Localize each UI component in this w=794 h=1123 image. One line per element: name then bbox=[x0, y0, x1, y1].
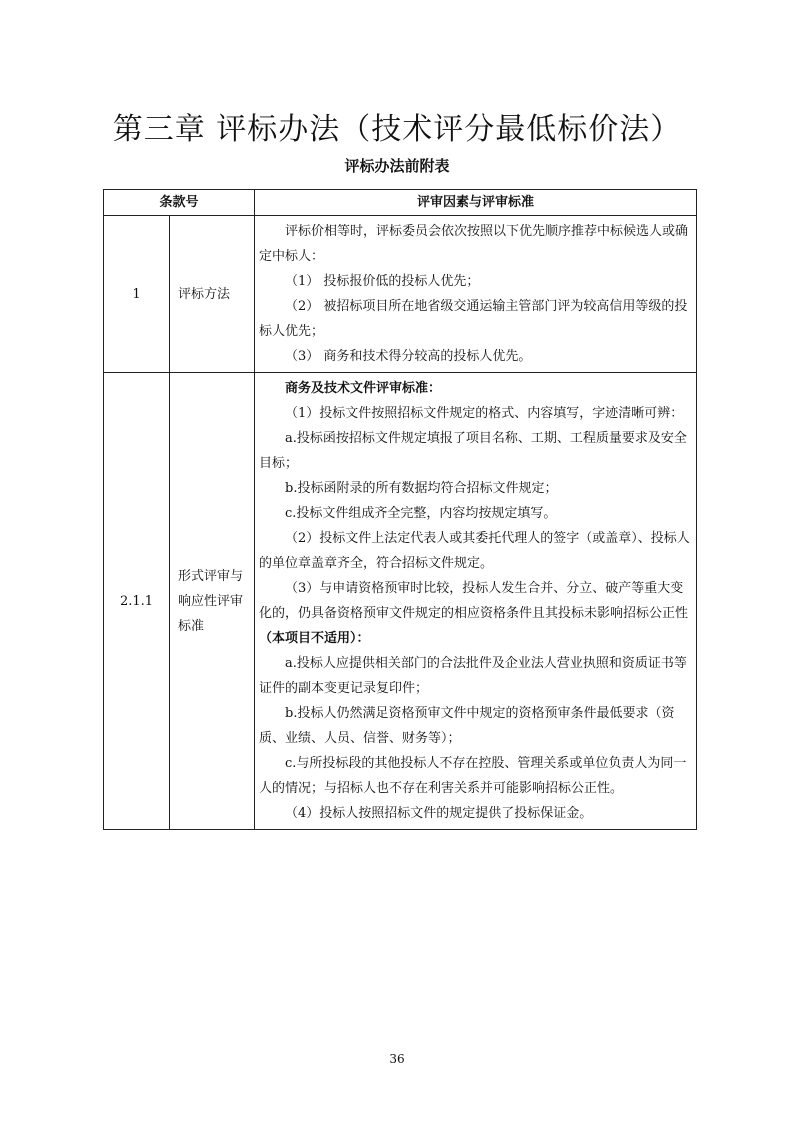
clause-content bbox=[255, 373, 697, 830]
content-line: 评标价相等时，评标委员会依次按照以下优先顺序推荐中标候选人或确定中标人： bbox=[259, 224, 689, 264]
evaluation-table bbox=[103, 189, 697, 830]
chapter-title: 第三章 评标办法（技术评分最低标价法） bbox=[112, 112, 682, 147]
content-line: （1） 投标报价低的投标人优先； bbox=[285, 274, 480, 289]
table-caption: 评标办法前附表 bbox=[344, 157, 450, 175]
header-content: 评审因素与评审标准 bbox=[255, 190, 697, 216]
content-line: （2） 被招标项目所在地省级交通运输主管部门评为较高信用等级的投标人优先； bbox=[259, 299, 688, 339]
content-line bbox=[259, 576, 692, 651]
content-line: a.投标函按招标文件规定填报了项目名称、工期、工程质量要求及安全目标； bbox=[259, 431, 687, 471]
content-text: （3）与申请资格预审时比较，投标人发生合并、分立、破产等重大变化的，仍具备资格预审文件规定的相应资格条件且其投标未影响招标公正性 bbox=[259, 581, 689, 621]
clause-content bbox=[255, 216, 697, 373]
content-note: （本项目不适用）： bbox=[259, 631, 370, 646]
content-line: （2）投标文件上法定代表人或其委托代理人的签字（或盖章）、投标人的单位章盖章齐全，符合招标文件规定。 bbox=[259, 531, 690, 571]
content-line: （1）投标文件按照招标文件规定的格式、内容填写，字迹清晰可辨： bbox=[285, 406, 684, 421]
table-header-row bbox=[104, 190, 697, 216]
clause-name: 评标方法 bbox=[170, 216, 255, 373]
content-lead: 商务及技术文件评审标准： bbox=[285, 381, 442, 396]
content-line: c.投标文件组成齐全完整，内容均按规定填写。 bbox=[285, 506, 557, 521]
clause-number: 1 bbox=[104, 216, 170, 373]
page-number: 36 bbox=[389, 1052, 405, 1066]
content-line: （4）投标人按照招标文件的规定提供了投标保证金。 bbox=[285, 806, 593, 821]
content-line: b.投标函附录的所有数据均符合招标文件规定； bbox=[285, 481, 558, 496]
clause-name: 形式评审与响应性评审标准 bbox=[170, 373, 255, 830]
table-row bbox=[104, 373, 697, 830]
content-line: c.与所投标段的其他投标人不存在控股、管理关系或单位负责人为同一人的情况；与招标人也不存在利害关系并可能影响招标公正性。 bbox=[259, 756, 687, 796]
header-clause: 条款号 bbox=[104, 190, 255, 216]
table-row bbox=[104, 216, 697, 373]
content-line: a.投标人应提供相关部门的合法批件及企业法人营业执照和资质证书等证件的副本变更记录复印件； bbox=[259, 656, 687, 696]
clause-number: 2.1.1 bbox=[104, 373, 170, 830]
content-line: （3） 商务和技术得分较高的投标人优先。 bbox=[285, 349, 532, 364]
content-line: b.投标人仍然满足资格预审文件中规定的资格预审条件最低要求（资质、业绩、人员、信誉、财务等）； bbox=[259, 706, 675, 746]
